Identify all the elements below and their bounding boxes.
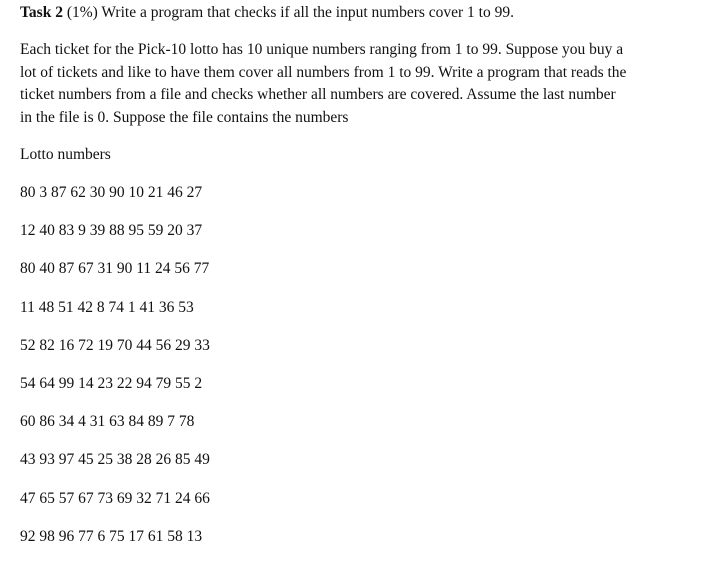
lotto-row: 80 3 87 62 30 90 10 21 46 27 bbox=[20, 184, 203, 201]
lotto-row: 11 48 51 42 8 74 1 41 36 53 bbox=[20, 298, 194, 316]
problem-paragraph bbox=[20, 39, 660, 129]
paragraph-line: Each ticket for the Pick-10 lotto has 10 unique numbers ranging from 1 to 99. Suppose you buy a bbox=[20, 41, 624, 58]
paragraph-line: in the file is 0. Suppose the file contains the numbers bbox=[20, 108, 349, 126]
task-description: (1%) Write a program that checks if all the input numbers cover 1 to 99. bbox=[62, 4, 514, 21]
lotto-row: 52 82 16 72 19 70 44 56 29 33 bbox=[20, 336, 210, 354]
lotto-row: 54 64 99 14 23 22 94 79 55 2 bbox=[20, 374, 203, 392]
lotto-row: 12 40 83 9 39 88 95 59 20 37 bbox=[20, 222, 203, 240]
lotto-number-list bbox=[20, 183, 210, 565]
task-title bbox=[20, 3, 514, 23]
task-label: Task 2 bbox=[20, 4, 63, 21]
lotto-row: 47 65 57 67 73 69 32 71 24 66 bbox=[20, 489, 210, 507]
lotto-row: 43 93 97 45 25 38 28 26 85 49 bbox=[20, 451, 210, 469]
paragraph-line: lot of tickets and like to have them cover all numbers from 1 to 99. Write a program that reads the bbox=[20, 63, 627, 81]
lotto-heading: Lotto numbers bbox=[20, 146, 111, 163]
paragraph-line: ticket numbers from a file and checks whether all numbers are covered. Assume the last number bbox=[20, 86, 616, 103]
lotto-row: 60 86 34 4 31 63 84 89 7 78 bbox=[20, 413, 195, 431]
lotto-row: 92 98 96 77 6 75 17 61 58 13 bbox=[20, 527, 203, 545]
lotto-row: 80 40 87 67 31 90 11 24 56 77 bbox=[20, 260, 210, 278]
